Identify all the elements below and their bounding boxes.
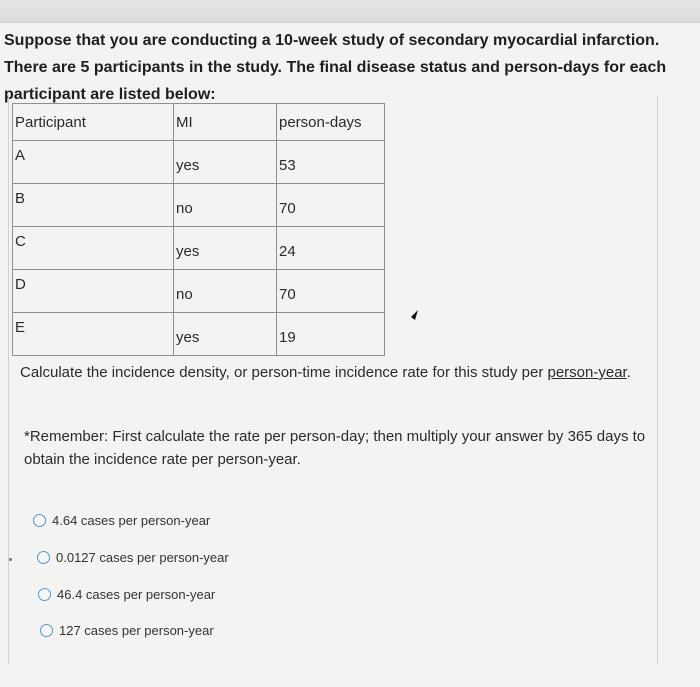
participant-table <box>12 103 385 356</box>
radio-button[interactable] <box>37 551 50 564</box>
table-row <box>13 313 385 356</box>
cell-participant: A <box>13 141 174 184</box>
radio-button[interactable] <box>33 514 46 527</box>
answer-option-label: 4.64 cases per person-year <box>52 513 211 528</box>
header-participant: Participant <box>13 104 174 141</box>
cell-participant: C <box>13 227 174 270</box>
question-text <box>20 361 660 384</box>
answer-option-1[interactable] <box>33 513 210 528</box>
table-row <box>13 141 385 184</box>
cell-person-days: 70 <box>277 270 385 313</box>
cell-person-days: 24 <box>277 227 385 270</box>
table-row <box>13 184 385 227</box>
cell-person-days: 70 <box>277 184 385 227</box>
question-end: . <box>626 364 631 381</box>
cell-participant: E <box>13 313 174 356</box>
header-mi: MI <box>174 104 277 141</box>
table-row <box>13 227 385 270</box>
question-main: Calculate the incidence density, or person-time incidence rate for this study per <box>20 364 548 381</box>
answer-option-label: 0.0127 cases per person-year <box>56 550 229 565</box>
question-intro: Suppose that you are conducting a 10-week study of secondary myocardial infarction. There are 5 participants in the study. The final disease status and person-days for each participant are listed below: <box>4 32 667 103</box>
radio-button[interactable] <box>38 588 51 601</box>
answer-option-4[interactable] <box>40 623 214 638</box>
answer-option-label: 127 cases per person-year <box>59 623 214 638</box>
table-header-row <box>13 104 385 141</box>
answer-option-2[interactable] <box>37 550 229 565</box>
cell-participant: D <box>13 270 174 313</box>
top-strip <box>0 0 700 22</box>
remember-note: *Remember: First calculate the rate per person-day; then multiply your answer by 365 days to obtain the incidence rate per person-year. <box>24 428 646 468</box>
mouse-cursor-icon <box>402 308 420 326</box>
header-person-days: person-days <box>277 104 385 141</box>
cell-mi: no <box>174 270 277 313</box>
cell-mi: yes <box>174 313 277 356</box>
cell-mi: yes <box>174 141 277 184</box>
cell-mi: yes <box>174 227 277 270</box>
radio-button[interactable] <box>40 624 53 637</box>
bullet-dot <box>9 558 12 561</box>
cell-person-days: 53 <box>277 141 385 184</box>
answer-option-label: 46.4 cases per person-year <box>57 587 216 602</box>
cell-mi: no <box>174 184 277 227</box>
table-row <box>13 270 385 313</box>
cell-person-days: 19 <box>277 313 385 356</box>
cell-participant: B <box>13 184 174 227</box>
answer-option-3[interactable] <box>38 587 215 602</box>
question-underlined: person-year <box>547 364 627 381</box>
